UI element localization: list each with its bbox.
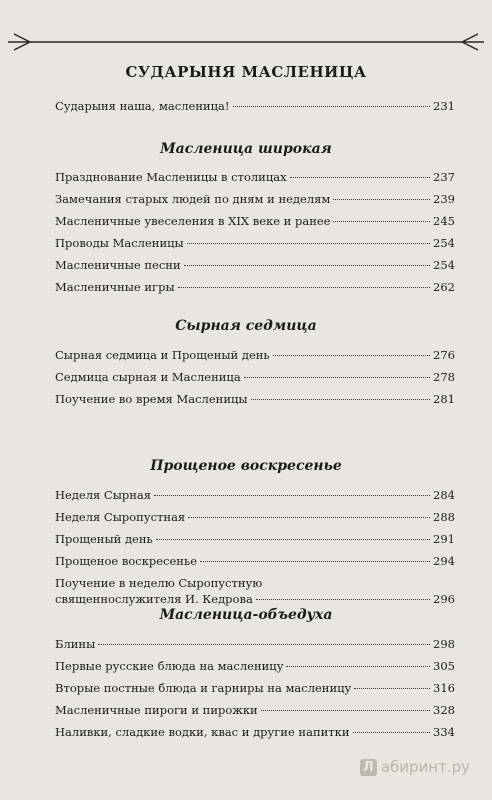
toc-page-number: 281 [433, 392, 455, 406]
toc-entry-title: Масленичные песни [55, 258, 181, 272]
toc-page-number: 231 [433, 99, 455, 113]
toc-page-number: 328 [433, 703, 455, 717]
toc-entry [55, 702, 455, 718]
toc-entry [55, 658, 455, 674]
labirint-logo-icon: Л [360, 759, 377, 776]
dot-leader [156, 538, 430, 540]
toc-page-number: 288 [433, 510, 455, 524]
toc-entry [55, 391, 455, 407]
section-title: Сырная седмица [175, 318, 317, 334]
toc-entry-title: Сударыня наша, масленица! [55, 99, 230, 113]
toc-entry [55, 191, 455, 207]
toc-page-number: 284 [433, 488, 455, 502]
dot-leader [184, 264, 430, 266]
dot-leader [333, 198, 430, 200]
toc-entry [55, 553, 455, 569]
toc-page-number: 262 [433, 280, 455, 294]
toc-page-number: 296 [433, 592, 455, 606]
dot-leader [290, 176, 430, 178]
dot-leader [261, 709, 430, 711]
dot-leader [251, 398, 431, 400]
toc-entry [55, 279, 455, 295]
toc-entry-title: Неделя Сыропустная [55, 510, 186, 524]
toc-page-number: 291 [433, 532, 455, 546]
toc-entry-title: Проводы Масленицы [55, 236, 184, 250]
toc-entry-title: Первые русские блюда на масленицу [55, 659, 284, 673]
toc-page-number: 276 [433, 348, 455, 362]
toc-page-number: 237 [433, 170, 455, 184]
toc-entry-title: Неделя Сырная [55, 488, 152, 502]
toc-entry [55, 257, 455, 273]
section-title: Прощеное воскресенье [150, 458, 342, 474]
toc-entry-title: Поучение во время Масленицы [55, 392, 248, 406]
dot-leader [286, 665, 430, 667]
toc-entry-title-continued: священнослужителя И. Кедрова [55, 592, 253, 606]
section-title: Масленица широкая [160, 141, 332, 157]
toc-page-number: 245 [433, 214, 455, 228]
page-title: СУДАРЫНЯ МАСЛЕНИЦА [125, 63, 367, 81]
toc-entry-title: Наливки, сладкие водки, квас и другие напитки [55, 725, 350, 739]
toc-entry-title: Поучение в неделю Сыропустную [55, 576, 263, 590]
section-title: Масленица-объедуха [159, 607, 333, 623]
toc-entry-title: Блины [55, 637, 96, 651]
dot-leader [273, 354, 430, 356]
watermark [360, 758, 470, 776]
toc-entry-title: Вторые постные блюда и гарниры на масленицу [55, 681, 352, 695]
toc-page-number: 298 [433, 637, 455, 651]
toc-page-number: 254 [433, 236, 455, 250]
toc-entry [55, 680, 455, 696]
toc-entry-title: Масленичные игры [55, 280, 175, 294]
dot-leader [154, 494, 430, 496]
toc-entry [55, 487, 455, 503]
toc-entry-title: Празднование Масленицы в столицах [55, 170, 287, 184]
dot-leader [178, 286, 430, 288]
toc-page-number: 305 [433, 659, 455, 673]
toc-page-number: 334 [433, 725, 455, 739]
toc-entry [55, 575, 455, 607]
toc-entry [55, 169, 455, 185]
toc-entry-title: Прощеное воскресенье [55, 554, 198, 568]
toc-entry [55, 724, 455, 740]
dot-leader [256, 598, 430, 600]
dot-leader [353, 731, 431, 733]
toc-entry [55, 213, 455, 229]
dot-leader [233, 105, 431, 107]
watermark-text: абиринт.ру [380, 758, 470, 776]
toc-page-number: 278 [433, 370, 455, 384]
dot-leader [98, 643, 430, 645]
toc-entry [55, 509, 455, 525]
toc-entry-title: Сырная седмица и Прощеный день [55, 348, 270, 362]
divider-ornament-icon [0, 30, 492, 54]
toc-entry-title: Седмица сырная и Масленица [55, 370, 241, 384]
toc-entry-title: Масленичные пироги и пирожки [55, 703, 258, 717]
dot-leader [333, 220, 430, 222]
toc-entry [55, 235, 455, 251]
toc-page-number: 294 [433, 554, 455, 568]
toc-page-number: 239 [433, 192, 455, 206]
dot-leader [187, 242, 430, 244]
toc-entry [55, 636, 455, 652]
dot-leader [200, 560, 430, 562]
dot-leader [244, 376, 430, 378]
toc-entry [55, 347, 455, 363]
toc-entry [55, 98, 455, 114]
dot-leader [354, 687, 430, 689]
toc-entry [55, 531, 455, 547]
toc-entry-title: Прощеный день [55, 532, 153, 546]
toc-entry-title: Масленичные увеселения в XIX веке и ранее [55, 214, 331, 228]
dot-leader [188, 516, 430, 518]
toc-entry [55, 369, 455, 385]
toc-page-number: 254 [433, 258, 455, 272]
toc-page-number: 316 [433, 681, 455, 695]
toc-entry-title: Замечания старых людей по дням и неделям [55, 192, 331, 206]
